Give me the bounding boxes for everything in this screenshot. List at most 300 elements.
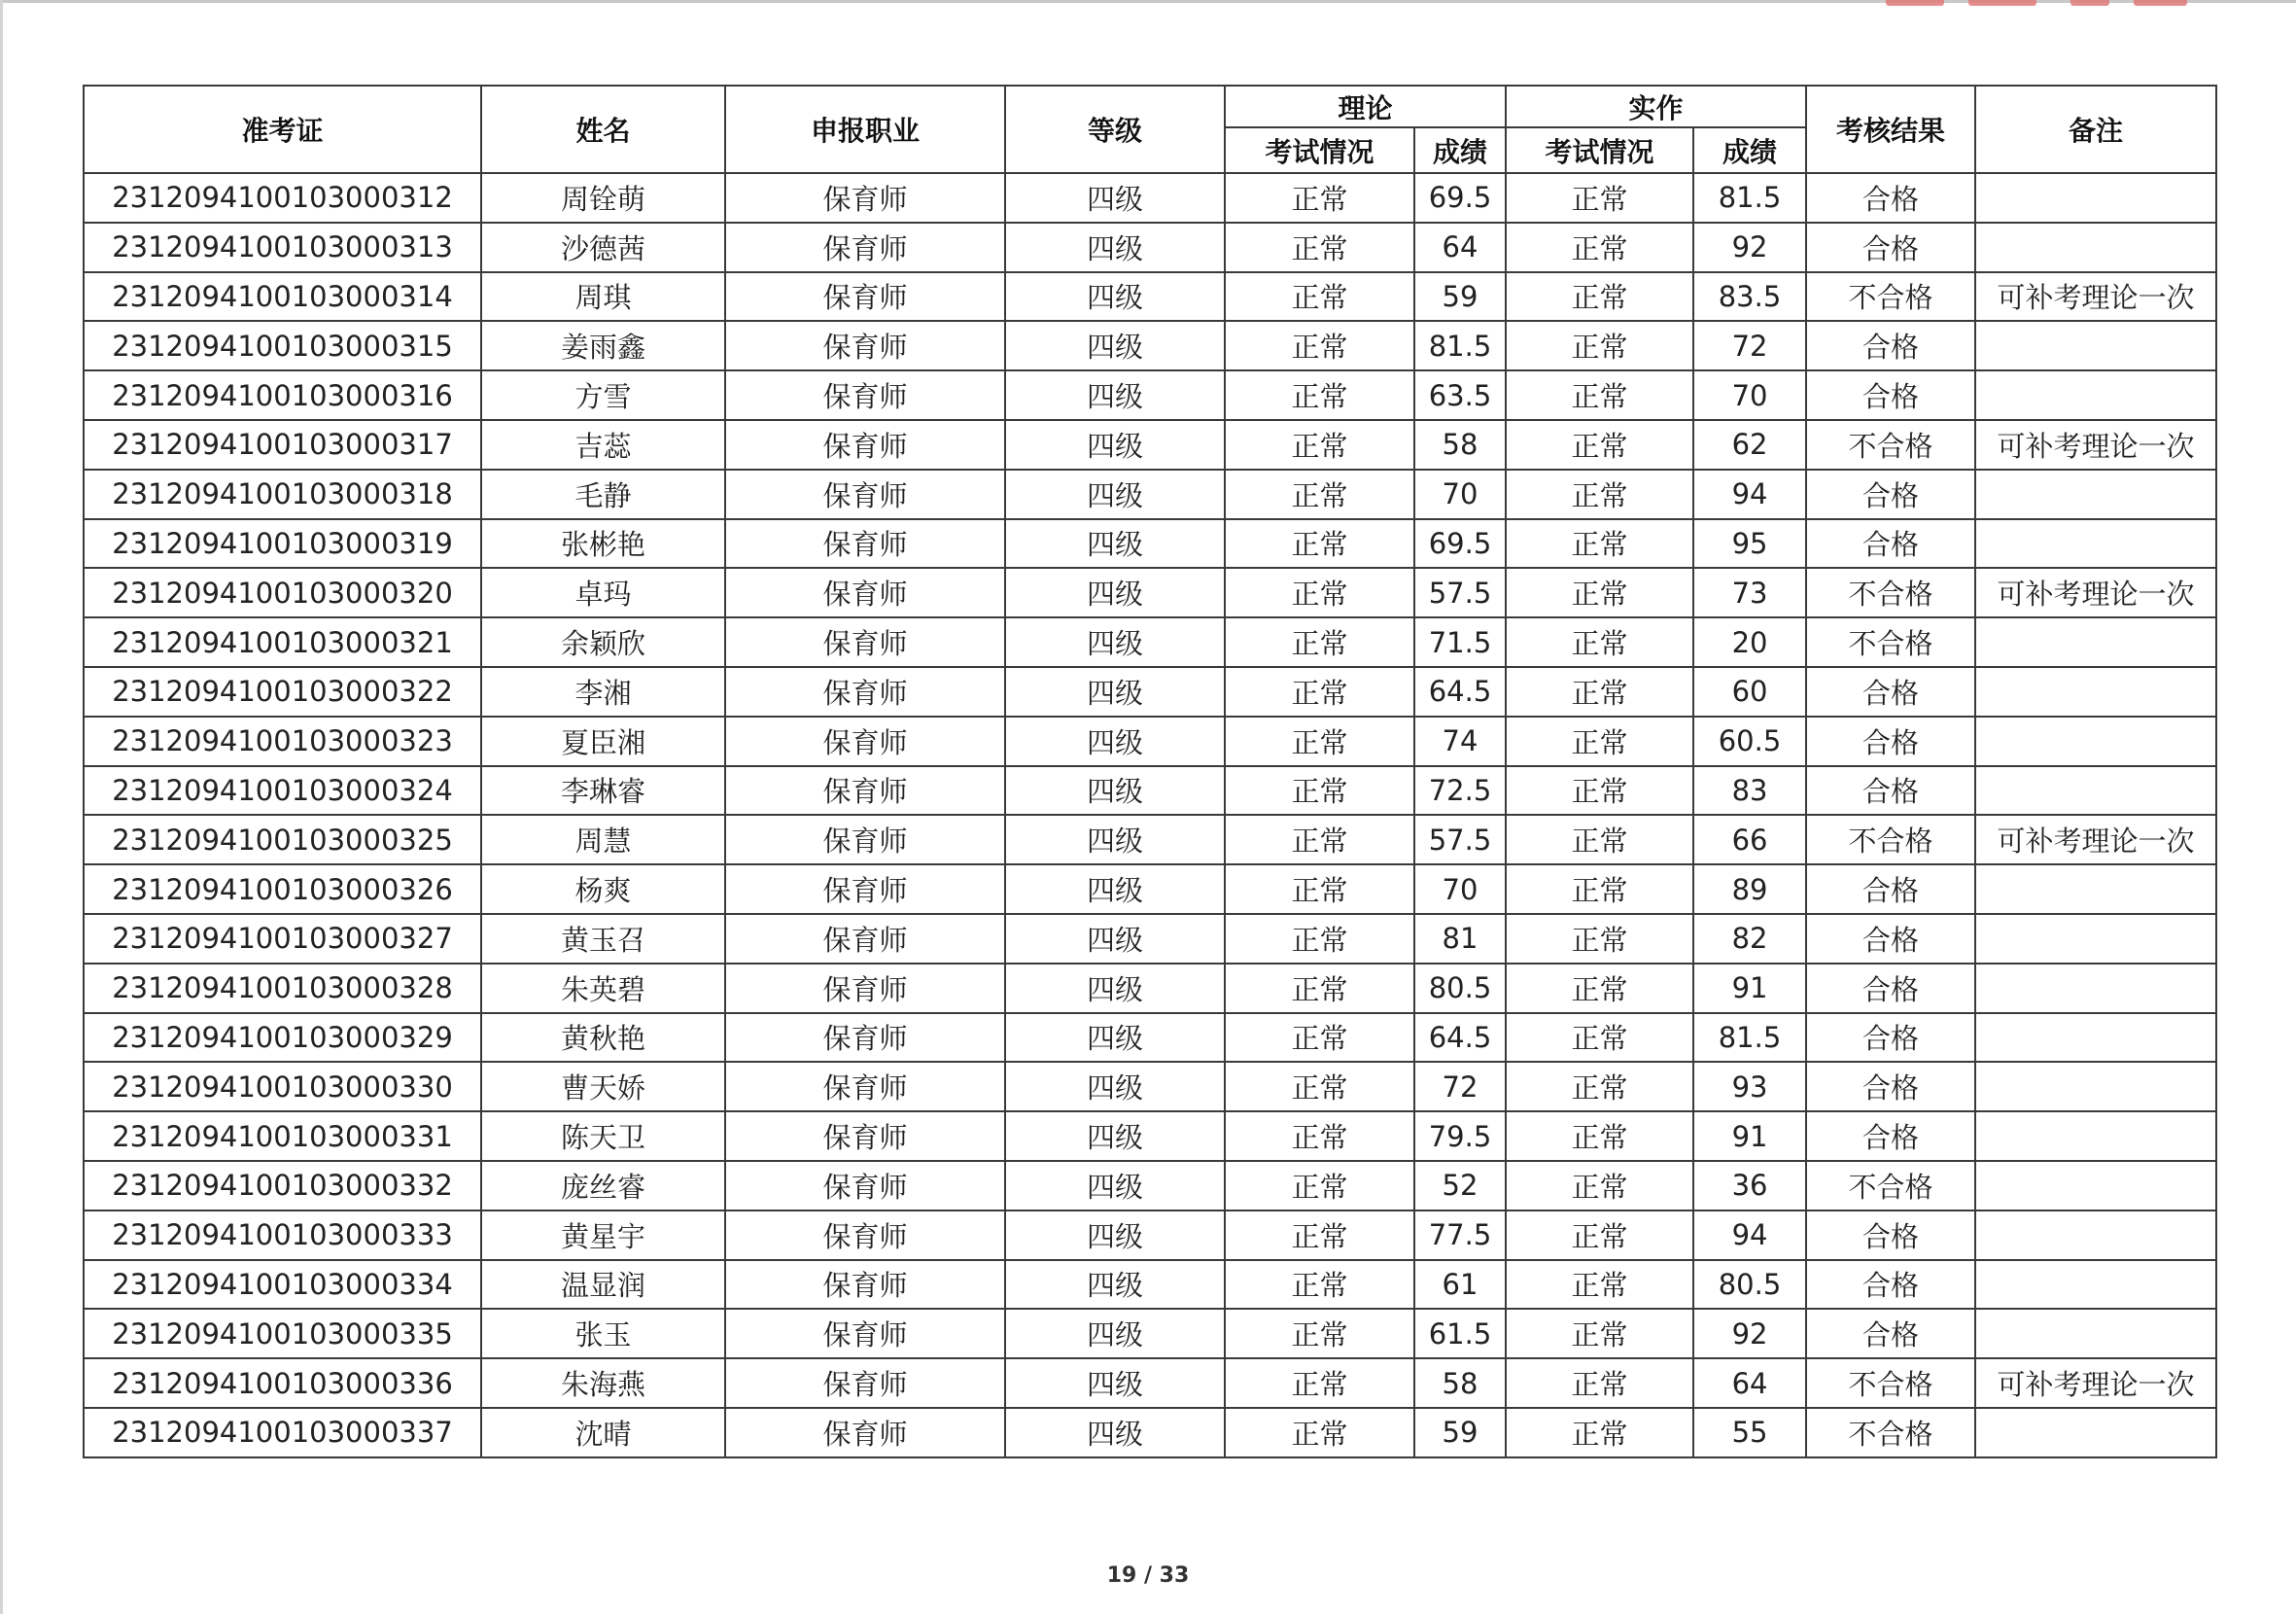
- cell-theory-score: 70: [1414, 864, 1506, 914]
- cell-theory-score: 69.5: [1414, 173, 1506, 223]
- cell-practical-score: 73: [1693, 568, 1806, 617]
- cell-name: 周琪: [481, 272, 725, 322]
- cell-theory-score: 57.5: [1414, 815, 1506, 864]
- cell-theory-score: 61.5: [1414, 1309, 1506, 1358]
- cell-result: 合格: [1806, 321, 1975, 370]
- cell-practical-status: 正常: [1506, 1309, 1693, 1358]
- cell-name: 李琳睿: [481, 766, 725, 816]
- cell-theory-status: 正常: [1225, 914, 1414, 964]
- table-row: [84, 815, 2216, 864]
- table-row: [84, 667, 2216, 717]
- header-occupation: 申报职业: [725, 86, 1005, 173]
- cell-result: 合格: [1806, 1111, 1975, 1161]
- cell-exam-id: 2312094100103000336: [84, 1358, 481, 1408]
- table-row: [84, 370, 2216, 420]
- cell-occupation: 保育师: [725, 1161, 1005, 1210]
- cell-occupation: 保育师: [725, 617, 1005, 667]
- cell-remark: [1975, 321, 2216, 370]
- table-row: [84, 1161, 2216, 1210]
- cell-occupation: 保育师: [725, 766, 1005, 816]
- cell-name: 温显润: [481, 1260, 725, 1310]
- cell-result: 合格: [1806, 914, 1975, 964]
- cell-name: 卓玛: [481, 568, 725, 617]
- cell-remark: [1975, 667, 2216, 717]
- cell-exam-id: 2312094100103000334: [84, 1260, 481, 1310]
- cell-result: 不合格: [1806, 1408, 1975, 1457]
- table-row: [84, 914, 2216, 964]
- cell-practical-score: 81.5: [1693, 173, 1806, 223]
- cell-theory-status: 正常: [1225, 1408, 1414, 1457]
- header-result: 考核结果: [1806, 86, 1975, 173]
- cell-name: 张玉: [481, 1309, 725, 1358]
- cell-practical-status: 正常: [1506, 272, 1693, 322]
- header-level: 等级: [1005, 86, 1225, 173]
- header-remark: 备注: [1975, 86, 2216, 173]
- cell-level: 四级: [1005, 766, 1225, 816]
- table-body: [84, 173, 2216, 1457]
- cell-practical-status: 正常: [1506, 519, 1693, 569]
- cell-level: 四级: [1005, 1210, 1225, 1260]
- cell-practical-score: 93: [1693, 1062, 1806, 1111]
- cell-practical-score: 60.5: [1693, 717, 1806, 766]
- cell-practical-score: 83.5: [1693, 272, 1806, 322]
- cell-occupation: 保育师: [725, 815, 1005, 864]
- cell-result: 合格: [1806, 766, 1975, 816]
- cell-name: 陈天卫: [481, 1111, 725, 1161]
- cell-name: 吉蕊: [481, 420, 725, 470]
- cell-theory-status: 正常: [1225, 1062, 1414, 1111]
- cell-practical-status: 正常: [1506, 321, 1693, 370]
- cell-level: 四级: [1005, 864, 1225, 914]
- cell-theory-status: 正常: [1225, 717, 1414, 766]
- cell-level: 四级: [1005, 1013, 1225, 1063]
- table-row: [84, 420, 2216, 470]
- cell-theory-score: 81.5: [1414, 321, 1506, 370]
- cell-practical-score: 94: [1693, 1210, 1806, 1260]
- cell-exam-id: 2312094100103000329: [84, 1013, 481, 1063]
- cell-level: 四级: [1005, 815, 1225, 864]
- cell-theory-status: 正常: [1225, 1358, 1414, 1408]
- cell-practical-score: 91: [1693, 964, 1806, 1013]
- cell-theory-status: 正常: [1225, 1210, 1414, 1260]
- cell-theory-status: 正常: [1225, 617, 1414, 667]
- cell-remark: [1975, 914, 2216, 964]
- cell-practical-score: 91: [1693, 1111, 1806, 1161]
- cell-occupation: 保育师: [725, 1408, 1005, 1457]
- cell-result: 合格: [1806, 1210, 1975, 1260]
- cell-name: 庞丝睿: [481, 1161, 725, 1210]
- cell-name: 余颖欣: [481, 617, 725, 667]
- cell-exam-id: 2312094100103000332: [84, 1161, 481, 1210]
- cell-level: 四级: [1005, 420, 1225, 470]
- cell-theory-score: 72.5: [1414, 766, 1506, 816]
- cell-result: 不合格: [1806, 617, 1975, 667]
- cell-theory-status: 正常: [1225, 1309, 1414, 1358]
- cell-occupation: 保育师: [725, 667, 1005, 717]
- cell-practical-score: 80.5: [1693, 1260, 1806, 1310]
- red-seal-stamp-fragment: [1876, 0, 2207, 10]
- cell-theory-score: 69.5: [1414, 519, 1506, 569]
- cell-level: 四级: [1005, 717, 1225, 766]
- cell-theory-score: 64.5: [1414, 1013, 1506, 1063]
- cell-occupation: 保育师: [725, 1210, 1005, 1260]
- cell-level: 四级: [1005, 321, 1225, 370]
- cell-name: 杨爽: [481, 864, 725, 914]
- table-row: [84, 173, 2216, 223]
- cell-level: 四级: [1005, 667, 1225, 717]
- cell-theory-score: 58: [1414, 420, 1506, 470]
- cell-result: 合格: [1806, 223, 1975, 272]
- cell-result: 合格: [1806, 519, 1975, 569]
- cell-level: 四级: [1005, 1309, 1225, 1358]
- cell-result: 不合格: [1806, 420, 1975, 470]
- cell-remark: [1975, 173, 2216, 223]
- cell-practical-score: 55: [1693, 1408, 1806, 1457]
- table-row: [84, 766, 2216, 816]
- cell-occupation: 保育师: [725, 321, 1005, 370]
- cell-theory-status: 正常: [1225, 568, 1414, 617]
- cell-exam-id: 2312094100103000330: [84, 1062, 481, 1111]
- cell-remark: [1975, 964, 2216, 1013]
- cell-practical-status: 正常: [1506, 1260, 1693, 1310]
- cell-practical-status: 正常: [1506, 1111, 1693, 1161]
- cell-exam-id: 2312094100103000314: [84, 272, 481, 322]
- cell-name: 黄玉召: [481, 914, 725, 964]
- cell-theory-status: 正常: [1225, 1111, 1414, 1161]
- cell-exam-id: 2312094100103000328: [84, 964, 481, 1013]
- cell-level: 四级: [1005, 964, 1225, 1013]
- cell-theory-score: 71.5: [1414, 617, 1506, 667]
- cell-practical-score: 89: [1693, 864, 1806, 914]
- cell-exam-id: 2312094100103000324: [84, 766, 481, 816]
- cell-theory-score: 64: [1414, 223, 1506, 272]
- cell-occupation: 保育师: [725, 272, 1005, 322]
- cell-exam-id: 2312094100103000322: [84, 667, 481, 717]
- cell-practical-score: 92: [1693, 1309, 1806, 1358]
- cell-theory-status: 正常: [1225, 766, 1414, 816]
- cell-practical-status: 正常: [1506, 370, 1693, 420]
- header-practical-score: 成绩: [1693, 127, 1806, 173]
- cell-level: 四级: [1005, 223, 1225, 272]
- cell-practical-score: 81.5: [1693, 1013, 1806, 1063]
- table-row: [84, 272, 2216, 322]
- cell-name: 黄星宇: [481, 1210, 725, 1260]
- table-row: [84, 964, 2216, 1013]
- cell-level: 四级: [1005, 173, 1225, 223]
- cell-practical-score: 95: [1693, 519, 1806, 569]
- cell-name: 朱海燕: [481, 1358, 725, 1408]
- cell-result: 不合格: [1806, 815, 1975, 864]
- cell-occupation: 保育师: [725, 1111, 1005, 1161]
- cell-occupation: 保育师: [725, 717, 1005, 766]
- cell-practical-status: 正常: [1506, 173, 1693, 223]
- cell-name: 周慧: [481, 815, 725, 864]
- cell-occupation: 保育师: [725, 1013, 1005, 1063]
- cell-practical-status: 正常: [1506, 470, 1693, 519]
- cell-theory-status: 正常: [1225, 1260, 1414, 1310]
- cell-result: 不合格: [1806, 1161, 1975, 1210]
- cell-exam-id: 2312094100103000313: [84, 223, 481, 272]
- cell-remark: 可补考理论一次: [1975, 568, 2216, 617]
- cell-theory-status: 正常: [1225, 864, 1414, 914]
- cell-name: 朱英碧: [481, 964, 725, 1013]
- table-row: [84, 1309, 2216, 1358]
- cell-remark: [1975, 1013, 2216, 1063]
- table-row: [84, 1260, 2216, 1310]
- cell-occupation: 保育师: [725, 1358, 1005, 1408]
- cell-result: 合格: [1806, 1062, 1975, 1111]
- cell-exam-id: 2312094100103000317: [84, 420, 481, 470]
- cell-practical-status: 正常: [1506, 617, 1693, 667]
- scan-edge-left: [0, 0, 3, 1614]
- cell-practical-status: 正常: [1506, 667, 1693, 717]
- cell-level: 四级: [1005, 617, 1225, 667]
- cell-theory-score: 72: [1414, 1062, 1506, 1111]
- cell-level: 四级: [1005, 568, 1225, 617]
- cell-occupation: 保育师: [725, 173, 1005, 223]
- cell-theory-status: 正常: [1225, 370, 1414, 420]
- cell-practical-score: 62: [1693, 420, 1806, 470]
- cell-level: 四级: [1005, 1358, 1225, 1408]
- cell-level: 四级: [1005, 519, 1225, 569]
- cell-occupation: 保育师: [725, 568, 1005, 617]
- cell-exam-id: 2312094100103000335: [84, 1309, 481, 1358]
- cell-theory-score: 74: [1414, 717, 1506, 766]
- cell-name: 黄秋艳: [481, 1013, 725, 1063]
- cell-occupation: 保育师: [725, 470, 1005, 519]
- cell-theory-score: 70: [1414, 470, 1506, 519]
- cell-theory-status: 正常: [1225, 1013, 1414, 1063]
- cell-theory-score: 80.5: [1414, 964, 1506, 1013]
- cell-remark: [1975, 470, 2216, 519]
- cell-theory-status: 正常: [1225, 667, 1414, 717]
- cell-level: 四级: [1005, 1408, 1225, 1457]
- cell-practical-status: 正常: [1506, 815, 1693, 864]
- cell-name: 方雪: [481, 370, 725, 420]
- cell-theory-score: 77.5: [1414, 1210, 1506, 1260]
- header-exam-id: 准考证: [84, 86, 481, 173]
- cell-practical-score: 82: [1693, 914, 1806, 964]
- cell-theory-status: 正常: [1225, 815, 1414, 864]
- table-row: [84, 223, 2216, 272]
- cell-exam-id: 2312094100103000333: [84, 1210, 481, 1260]
- table-row: [84, 470, 2216, 519]
- cell-result: 合格: [1806, 964, 1975, 1013]
- table-row: [84, 1408, 2216, 1457]
- table-row: [84, 321, 2216, 370]
- cell-result: 合格: [1806, 370, 1975, 420]
- cell-practical-score: 94: [1693, 470, 1806, 519]
- cell-practical-score: 20: [1693, 617, 1806, 667]
- cell-occupation: 保育师: [725, 964, 1005, 1013]
- cell-result: 合格: [1806, 1309, 1975, 1358]
- cell-level: 四级: [1005, 914, 1225, 964]
- cell-result: 合格: [1806, 864, 1975, 914]
- table-row: [84, 1210, 2216, 1260]
- cell-remark: [1975, 223, 2216, 272]
- cell-theory-status: 正常: [1225, 519, 1414, 569]
- cell-exam-id: 2312094100103000325: [84, 815, 481, 864]
- cell-practical-score: 83: [1693, 766, 1806, 816]
- cell-theory-status: 正常: [1225, 173, 1414, 223]
- cell-practical-score: 92: [1693, 223, 1806, 272]
- cell-remark: [1975, 717, 2216, 766]
- cell-theory-status: 正常: [1225, 964, 1414, 1013]
- header-theory: 理论: [1225, 86, 1506, 127]
- cell-practical-status: 正常: [1506, 1358, 1693, 1408]
- cell-name: 张彬艳: [481, 519, 725, 569]
- cell-result: 不合格: [1806, 272, 1975, 322]
- cell-theory-status: 正常: [1225, 223, 1414, 272]
- cell-theory-status: 正常: [1225, 470, 1414, 519]
- cell-result: 不合格: [1806, 1358, 1975, 1408]
- header-practical-status: 考试情况: [1506, 127, 1693, 173]
- cell-theory-status: 正常: [1225, 321, 1414, 370]
- cell-remark: [1975, 1260, 2216, 1310]
- cell-result: 合格: [1806, 1260, 1975, 1310]
- cell-practical-score: 66: [1693, 815, 1806, 864]
- cell-theory-score: 57.5: [1414, 568, 1506, 617]
- cell-exam-id: 2312094100103000320: [84, 568, 481, 617]
- cell-remark: [1975, 617, 2216, 667]
- cell-remark: [1975, 519, 2216, 569]
- cell-remark: [1975, 766, 2216, 816]
- cell-remark: 可补考理论一次: [1975, 272, 2216, 322]
- cell-theory-score: 64.5: [1414, 667, 1506, 717]
- header-theory-score: 成绩: [1414, 127, 1506, 173]
- cell-level: 四级: [1005, 370, 1225, 420]
- cell-practical-status: 正常: [1506, 1013, 1693, 1063]
- table-header: [84, 86, 2216, 173]
- cell-remark: 可补考理论一次: [1975, 815, 2216, 864]
- header-name: 姓名: [481, 86, 725, 173]
- cell-occupation: 保育师: [725, 1062, 1005, 1111]
- cell-theory-score: 59: [1414, 1408, 1506, 1457]
- cell-exam-id: 2312094100103000321: [84, 617, 481, 667]
- cell-occupation: 保育师: [725, 1260, 1005, 1310]
- cell-occupation: 保育师: [725, 420, 1005, 470]
- cell-exam-id: 2312094100103000318: [84, 470, 481, 519]
- cell-result: 不合格: [1806, 568, 1975, 617]
- cell-practical-status: 正常: [1506, 568, 1693, 617]
- cell-exam-id: 2312094100103000315: [84, 321, 481, 370]
- cell-occupation: 保育师: [725, 1309, 1005, 1358]
- cell-practical-status: 正常: [1506, 766, 1693, 816]
- table-row: [84, 1013, 2216, 1063]
- cell-theory-status: 正常: [1225, 272, 1414, 322]
- cell-theory-score: 52: [1414, 1161, 1506, 1210]
- cell-theory-score: 63.5: [1414, 370, 1506, 420]
- cell-remark: [1975, 1210, 2216, 1260]
- table-row: [84, 1062, 2216, 1111]
- cell-remark: [1975, 1111, 2216, 1161]
- cell-level: 四级: [1005, 1260, 1225, 1310]
- table-row: [84, 519, 2216, 569]
- cell-theory-score: 79.5: [1414, 1111, 1506, 1161]
- cell-name: 沈晴: [481, 1408, 725, 1457]
- table-row: [84, 568, 2216, 617]
- cell-theory-score: 81: [1414, 914, 1506, 964]
- cell-result: 合格: [1806, 470, 1975, 519]
- cell-remark: 可补考理论一次: [1975, 420, 2216, 470]
- cell-remark: 可补考理论一次: [1975, 1358, 2216, 1408]
- cell-practical-status: 正常: [1506, 914, 1693, 964]
- cell-exam-id: 2312094100103000316: [84, 370, 481, 420]
- cell-occupation: 保育师: [725, 519, 1005, 569]
- cell-exam-id: 2312094100103000331: [84, 1111, 481, 1161]
- cell-remark: [1975, 864, 2216, 914]
- table-row: [84, 1358, 2216, 1408]
- cell-occupation: 保育师: [725, 223, 1005, 272]
- cell-practical-status: 正常: [1506, 1062, 1693, 1111]
- cell-remark: [1975, 370, 2216, 420]
- cell-level: 四级: [1005, 1161, 1225, 1210]
- cell-theory-status: 正常: [1225, 1161, 1414, 1210]
- cell-name: 周铨萌: [481, 173, 725, 223]
- cell-practical-score: 64: [1693, 1358, 1806, 1408]
- cell-practical-status: 正常: [1506, 717, 1693, 766]
- cell-practical-status: 正常: [1506, 1161, 1693, 1210]
- table-row: [84, 617, 2216, 667]
- cell-level: 四级: [1005, 1062, 1225, 1111]
- cell-exam-id: 2312094100103000323: [84, 717, 481, 766]
- cell-result: 合格: [1806, 717, 1975, 766]
- page-indicator: 19 / 33: [1106, 1563, 1190, 1588]
- cell-remark: [1975, 1161, 2216, 1210]
- table-row: [84, 717, 2216, 766]
- cell-theory-status: 正常: [1225, 420, 1414, 470]
- cell-level: 四级: [1005, 470, 1225, 519]
- cell-exam-id: 2312094100103000337: [84, 1408, 481, 1457]
- cell-practical-status: 正常: [1506, 420, 1693, 470]
- table-row: [84, 864, 2216, 914]
- cell-practical-status: 正常: [1506, 1408, 1693, 1457]
- cell-occupation: 保育师: [725, 914, 1005, 964]
- cell-practical-status: 正常: [1506, 1210, 1693, 1260]
- cell-practical-score: 72: [1693, 321, 1806, 370]
- cell-exam-id: 2312094100103000312: [84, 173, 481, 223]
- cell-theory-score: 59: [1414, 272, 1506, 322]
- cell-exam-id: 2312094100103000319: [84, 519, 481, 569]
- cell-level: 四级: [1005, 272, 1225, 322]
- cell-name: 曹天娇: [481, 1062, 725, 1111]
- cell-result: 合格: [1806, 1013, 1975, 1063]
- cell-level: 四级: [1005, 1111, 1225, 1161]
- cell-occupation: 保育师: [725, 864, 1005, 914]
- exam-results-table: [83, 85, 2217, 1458]
- cell-practical-status: 正常: [1506, 223, 1693, 272]
- cell-name: 李湘: [481, 667, 725, 717]
- cell-practical-score: 60: [1693, 667, 1806, 717]
- cell-name: 夏臣湘: [481, 717, 725, 766]
- cell-remark: [1975, 1309, 2216, 1358]
- cell-practical-status: 正常: [1506, 964, 1693, 1013]
- header-practical: 实作: [1506, 86, 1806, 127]
- cell-practical-score: 36: [1693, 1161, 1806, 1210]
- table-row: [84, 1111, 2216, 1161]
- cell-exam-id: 2312094100103000327: [84, 914, 481, 964]
- cell-result: 合格: [1806, 667, 1975, 717]
- cell-exam-id: 2312094100103000326: [84, 864, 481, 914]
- cell-practical-status: 正常: [1506, 864, 1693, 914]
- cell-theory-score: 61: [1414, 1260, 1506, 1310]
- header-theory-status: 考试情况: [1225, 127, 1414, 173]
- cell-name: 沙德茜: [481, 223, 725, 272]
- cell-result: 合格: [1806, 173, 1975, 223]
- cell-name: 姜雨鑫: [481, 321, 725, 370]
- cell-occupation: 保育师: [725, 370, 1005, 420]
- cell-practical-score: 70: [1693, 370, 1806, 420]
